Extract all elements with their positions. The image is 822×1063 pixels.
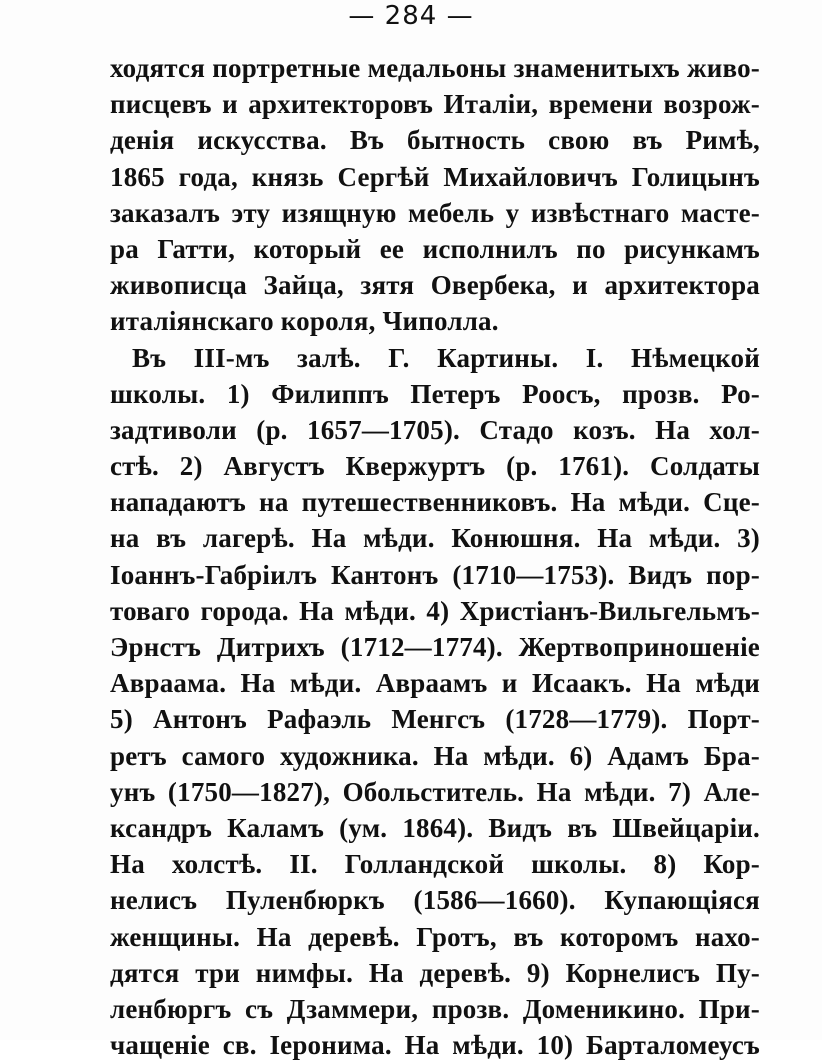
text-line: Авраама. На мѣди. Авраамъ и Исаакъ. На мѣди xyxy=(110,668,760,699)
text-line: Эрнстъ Дитрихъ (1712—1774). Жертвоприношеніе xyxy=(110,632,760,662)
text-line: нападаютъ на путешественниковъ. На мѣди. Сце- xyxy=(110,487,760,518)
text-line: ретъ самого художника. На мѣди. 6) Адамъ Бра- xyxy=(110,740,760,771)
text-line: ходятся портретные медальоны знаменитыхъ живо- xyxy=(110,53,760,83)
text-line: чащеніе св. Іеронима. На мѣди. 10) Барталомеусъ xyxy=(110,1030,760,1061)
text-line: италіянскаго короля, Чиполла. xyxy=(110,306,499,337)
text-line: ксандръ Каламъ (ум. 1864). Видъ въ Швейцаріи. xyxy=(110,812,760,843)
text-line: товаго города. На мѣди. 4) Христіанъ-Вильгельмъ- xyxy=(110,595,760,626)
text-line: на въ лагерѣ. На мѣди. Конюшня. На мѣди. 3) xyxy=(110,523,760,554)
text-line: стѣ. 2) Августъ Квержуртъ (р. 1761). Солдаты xyxy=(110,451,760,482)
text-line: унъ (1750—1827), Обольститель. На мѣди. 7) Але- xyxy=(110,776,760,807)
paragraph-start-line: Въ III-мъ залѣ. Г. Картины. I. Нѣмецкой xyxy=(132,342,760,373)
text-line: живописца Зайца, зятя Овербека, и архитектора xyxy=(110,270,760,301)
text-line: дятся три нимфы. На деревѣ. 9) Корнелисъ Пу- xyxy=(110,957,760,988)
text-line: денія искусства. Въ бытность свою въ Римѣ, xyxy=(110,125,760,156)
text-line: писцевъ и архитекторовъ Италіи, времени возрож- xyxy=(110,89,760,120)
page-body-text xyxy=(110,50,760,1063)
text-line: На холстѣ. II. Голландской школы. 8) Кор- xyxy=(110,849,760,880)
text-line: женщины. На деревѣ. Гротъ, въ которомъ нахо- xyxy=(110,921,760,952)
text-line: ра Гатти, который ее исполнилъ по рисункамъ xyxy=(110,233,760,264)
text-line: 1865 года, князь Сергѣй Михайловичъ Голицынъ xyxy=(110,161,760,192)
text-line: 5) Антонъ Рафаэль Менгсъ (1728—1779). Порт- xyxy=(110,704,760,735)
text-line: Іоаннъ-Габріилъ Кантонъ (1710—1753). Видъ пор- xyxy=(110,559,760,590)
text-line: нелисъ Пуленбюркъ (1586—1660). Купающіяся xyxy=(110,885,760,916)
page-number: — 284 — xyxy=(348,1,474,31)
text-line: заказалъ эту изящную мебель у извѣстнаго масте- xyxy=(110,197,760,228)
text-line: школы. 1) Филиппъ Петеръ Роосъ, прозв. Ро- xyxy=(110,378,760,409)
text-line: ленбюргъ съ Дзаммери, прозв. Доменикино. При- xyxy=(110,993,760,1024)
text-line: задтиволи (р. 1657—1705). Стадо козъ. На хол- xyxy=(110,414,760,445)
